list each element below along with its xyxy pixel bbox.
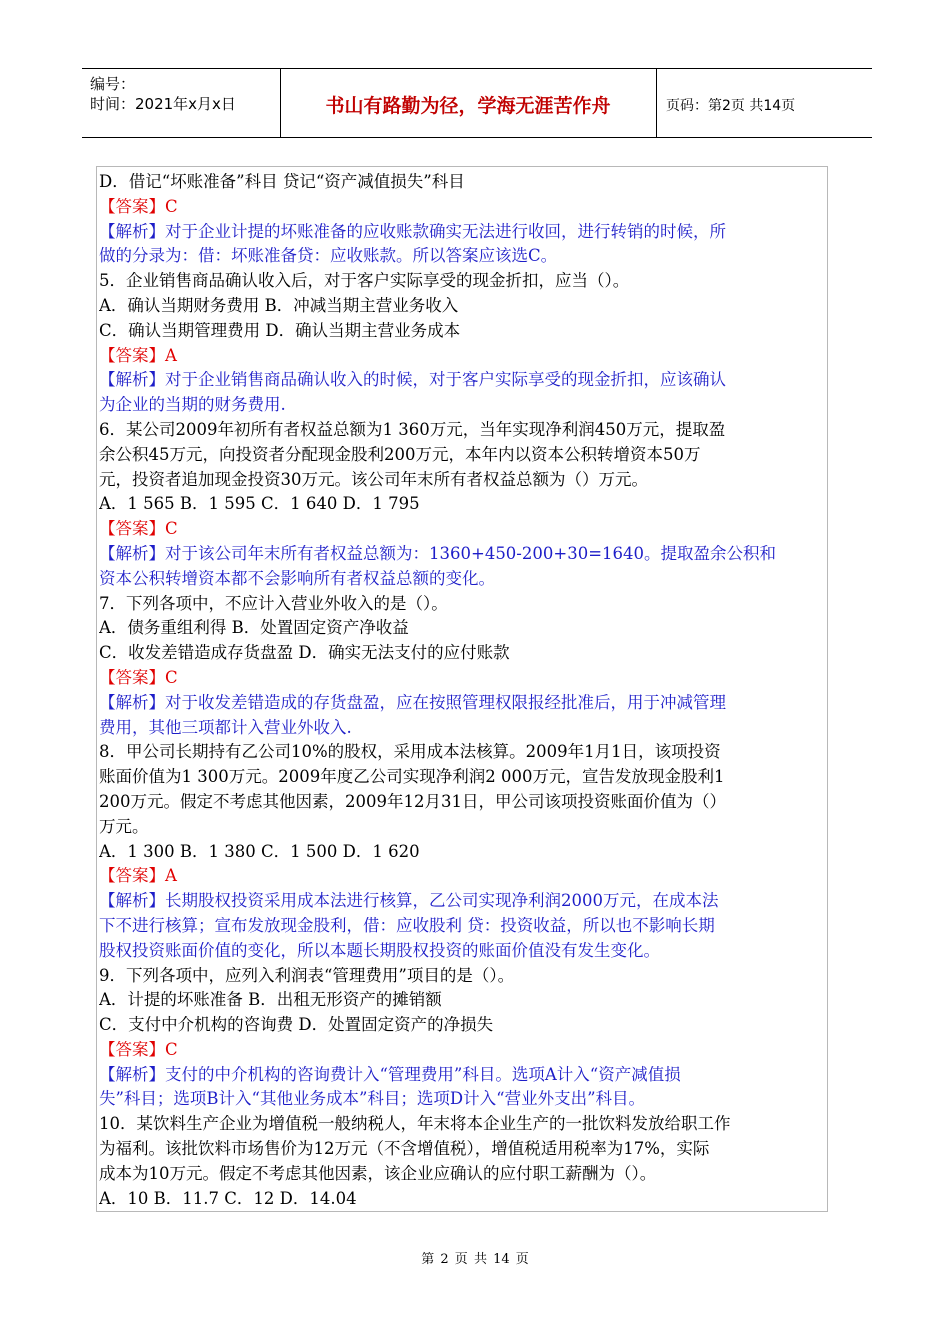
question-line: 万元。: [99, 816, 149, 836]
explanation-line: 【解析】对于收发差错造成的存货盘盈，应在按照管理权限报经批准后，用于冲减管理: [99, 692, 726, 712]
footer-total-pages: 14: [493, 1252, 510, 1267]
question-line: A．10 B．11.7 C．12 D．14.04: [99, 1188, 357, 1208]
page-header: [82, 68, 872, 138]
question-line: 7．下列各项中，不应计入营业外收入的是（）。: [99, 593, 448, 613]
question-line: A．1 565 B．1 595 C．1 640 D．1 795: [99, 494, 420, 514]
footer-page-number: 2: [440, 1252, 449, 1267]
question-line: C．支付中介机构的咨询费 D．处置固定资产的净损失: [99, 1015, 494, 1035]
date-label: 时间：2021年x月x日: [90, 95, 236, 113]
header-middle-cell: [280, 69, 657, 137]
question-line: A．债务重组利得 B．处置固定资产净收益: [99, 618, 409, 638]
explanation-line: 下不进行核算；宣布发放现金股利，借：应收股利 贷：投资收益，所以也不影响长期: [99, 915, 715, 935]
explanation-line: 【解析】对于该公司年末所有者权益总额为：1360+450-200+30=1640。提取盈余公积和: [99, 543, 777, 563]
question-line: A．确认当期财务费用 B．冲减当期主营业务收入: [99, 295, 459, 315]
question-line: A．计提的坏账准备 B．出租无形资产的摊销额: [99, 990, 442, 1010]
question-line: 余公积45万元，向投资者分配现金股利200万元，本年内以资本公积转增资本50万: [99, 444, 701, 464]
explanation-line: 【解析】对于企业计提的坏账准备的应收账款确实无法进行收回，进行转销的时候，所: [99, 221, 726, 241]
question-line: 200万元。假定不考虑其他因素，2009年12月31日，甲公司该项投资账面价值为（）: [99, 791, 726, 811]
question-line: 成本为10万元。假定不考虑其他因素，该企业应确认的应付职工薪酬为（）。: [99, 1163, 657, 1183]
question-line: 账面价值为1 300万元。2009年度乙公司实现净利润2 000万元，宣告发放现金股利1: [99, 767, 725, 787]
question-line: 8．甲公司长期持有乙公司10%的股权，采用成本法核算。2009年1月1日，该项投资: [99, 742, 721, 762]
answer-line: 【答案】C: [99, 1039, 178, 1059]
explanation-line: 【解析】对于企业销售商品确认收入的时候，对于客户实际享受的现金折扣，应该确认: [99, 370, 726, 390]
header-left-cell: [82, 69, 281, 137]
question-line: D．借记“坏账准备”科目 贷记“资产减值损失”科目: [99, 172, 465, 191]
explanation-line: 【解析】支付的中介机构的咨询费计入“管理费用”科目。选项A计入“资产减值损: [99, 1064, 681, 1084]
header-motto: 书山有路勤为径，学海无涯苦作舟: [325, 95, 611, 117]
page-info: 页码：第2页 共14页: [666, 98, 796, 114]
footer-ye-2: 页: [515, 1252, 529, 1267]
explanation-line: 股权投资账面价值的变化，所以本题长期股权投资的账面价值没有发生变化。: [99, 940, 660, 960]
answer-line: 【答案】A: [99, 866, 177, 886]
footer-gong: 共: [473, 1252, 487, 1267]
explanation-line: 做的分录为：借：坏账准备贷：应收账款。所以答案应该选C。: [99, 246, 558, 266]
explanation-line: 为企业的当期的财务费用.: [99, 395, 286, 415]
footer-di: 第: [421, 1252, 435, 1267]
question-line: 5．企业销售商品确认收入后，对于客户实际享受的现金折扣，应当（）。: [99, 271, 630, 291]
answer-line: 【答案】C: [99, 667, 178, 687]
page-footer: [0, 1248, 950, 1267]
question-line: 为福利。该批饮料市场售价为12万元（不含增值税），增值税适用税率为17%，实际: [99, 1139, 710, 1159]
question-line: 元，投资者追加现金投资30万元。该公司年末所有者权益总额为（）万元。: [99, 469, 648, 489]
question-line: A．1 300 B．1 380 C．1 500 D．1 620: [99, 841, 420, 861]
question-line: C．确认当期管理费用 D．确认当期主营业务成本: [99, 320, 461, 340]
header-right-cell: [656, 69, 872, 137]
explanation-line: 费用，其他三项都计入营业外收入.: [99, 717, 352, 737]
number-label: 编号：: [90, 75, 136, 93]
question-line: C．收发差错造成存货盘盈 D．确实无法支付的应付账款: [99, 643, 510, 663]
explanation-line: 资本公积转增资本都不会影响所有者权益总额的变化。: [99, 568, 495, 588]
explanation-line: 失”科目；选项B计入“其他业务成本”科目；选项D计入“营业外支出”科目。: [99, 1089, 646, 1109]
question-line: 9．下列各项中，应列入利润表“管理费用”项目的是（）。: [99, 965, 515, 985]
explanation-line: 【解析】长期股权投资采用成本法进行核算，乙公司实现净利润2000万元，在成本法: [99, 891, 719, 911]
footer-ye: 页: [454, 1252, 468, 1267]
answer-line: 【答案】C: [99, 519, 178, 539]
question-line: 10．某饮料生产企业为增值税一般纳税人，年末将本企业生产的一批饮料发放给职工作: [99, 1114, 731, 1134]
answer-line: 【答案】A: [99, 345, 177, 365]
answer-line: 【答案】C: [99, 196, 178, 216]
question-content-box: [96, 166, 828, 1212]
question-line: 6．某公司2009年初所有者权益总额为1 360万元，当年实现净利润450万元，提取盈: [99, 419, 726, 439]
